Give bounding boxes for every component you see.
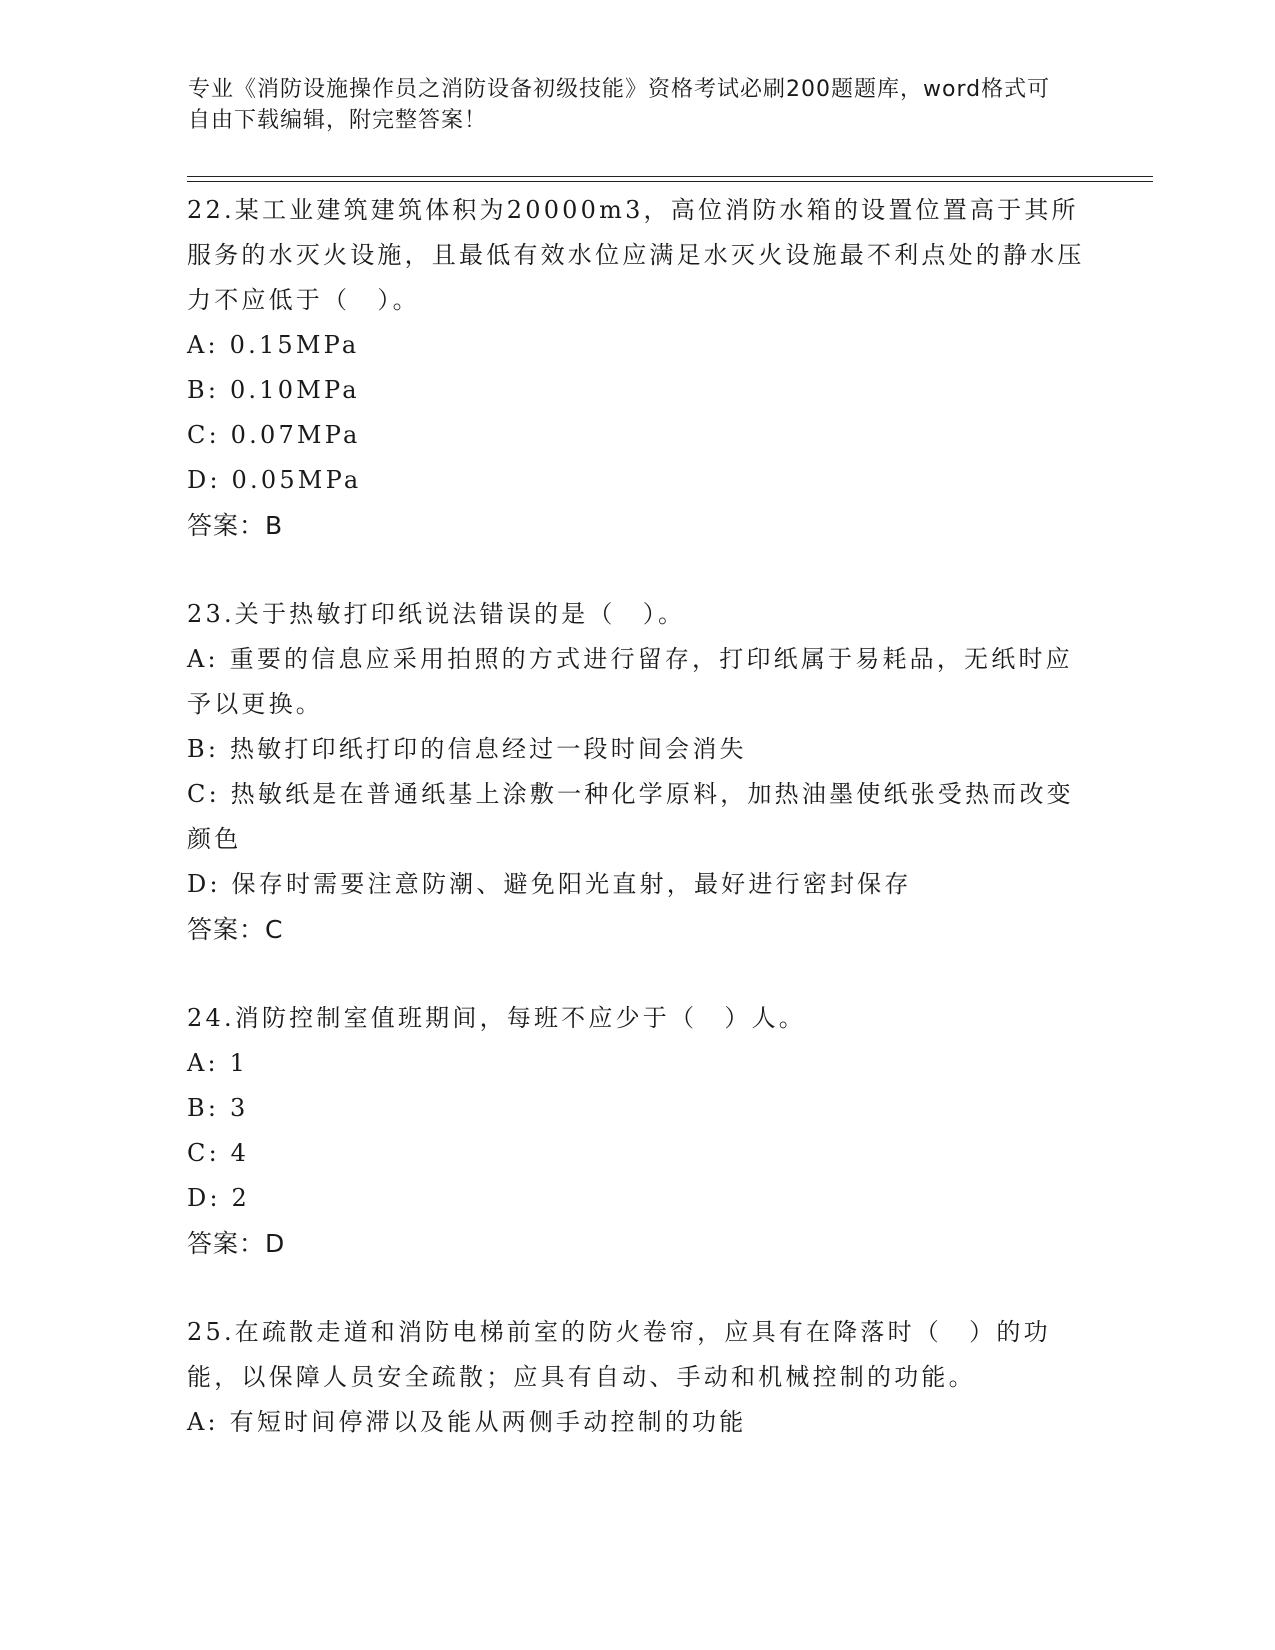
- option-c: C: 热敏纸是在普通纸基上涂敷一种化学原料，加热油墨使纸张受热而改变颜色: [187, 780, 1074, 853]
- option-b: B: 0.10MPa: [187, 376, 360, 404]
- option-a: A: 0.15MPa: [187, 331, 360, 359]
- question-list: [187, 188, 1087, 1489]
- option-a: A: 有短时间停滞以及能从两侧手动控制的功能: [187, 1408, 747, 1436]
- option-d: D: 2: [187, 1184, 251, 1212]
- option-a: A: 1: [187, 1049, 249, 1077]
- question-22: [187, 188, 1087, 548]
- option-b: B: 热敏打印纸打印的信息经过一段时间会消失: [187, 735, 747, 763]
- question-24: [187, 996, 1087, 1266]
- question-23: [187, 592, 1087, 952]
- option-c: C: 4: [187, 1139, 250, 1167]
- option-d: D: 保存时需要注意防潮、避免阳光直射，最好进行密封保存: [187, 870, 912, 898]
- header-divider-top: [187, 176, 1153, 177]
- document-header: 专业《消防设施操作员之消防设备初级技能》资格考试必刷200题题库，word格式可自由下载编辑，附完整答案！: [188, 77, 1051, 133]
- question-stem: 24.消防控制室值班期间，每班不应少于（ ）人。: [187, 1004, 806, 1032]
- option-d: D: 0.05MPa: [187, 466, 362, 494]
- question-stem: 25.在疏散走道和消防电梯前室的防火卷帘，应具有在降落时（ ）的功能，以保障人员安全疏散；应具有自动、手动和机械控制的功能。: [187, 1318, 1051, 1391]
- option-c: C: 0.07MPa: [187, 421, 361, 449]
- question-25: [187, 1310, 1087, 1445]
- option-a: A: 重要的信息应采用拍照的方式进行留存，打印纸属于易耗品，无纸时应予以更换。: [187, 645, 1073, 718]
- question-stem: 22.某工业建筑建筑体积为20000m3，高位消防水箱的设置位置高于其所服务的水灭火设施，且最低有效水位应满足水灭火设施最不利点处的静水压力不应低于（ ）。: [187, 196, 1085, 314]
- answer-label: 答案：D: [187, 1229, 286, 1258]
- question-stem: 23.关于热敏打印纸说法错误的是（ ）。: [187, 600, 686, 628]
- answer-label: 答案：C: [187, 915, 284, 944]
- header-divider-bottom: [187, 181, 1153, 182]
- option-b: B: 3: [187, 1094, 249, 1122]
- answer-label: 答案：B: [187, 511, 284, 540]
